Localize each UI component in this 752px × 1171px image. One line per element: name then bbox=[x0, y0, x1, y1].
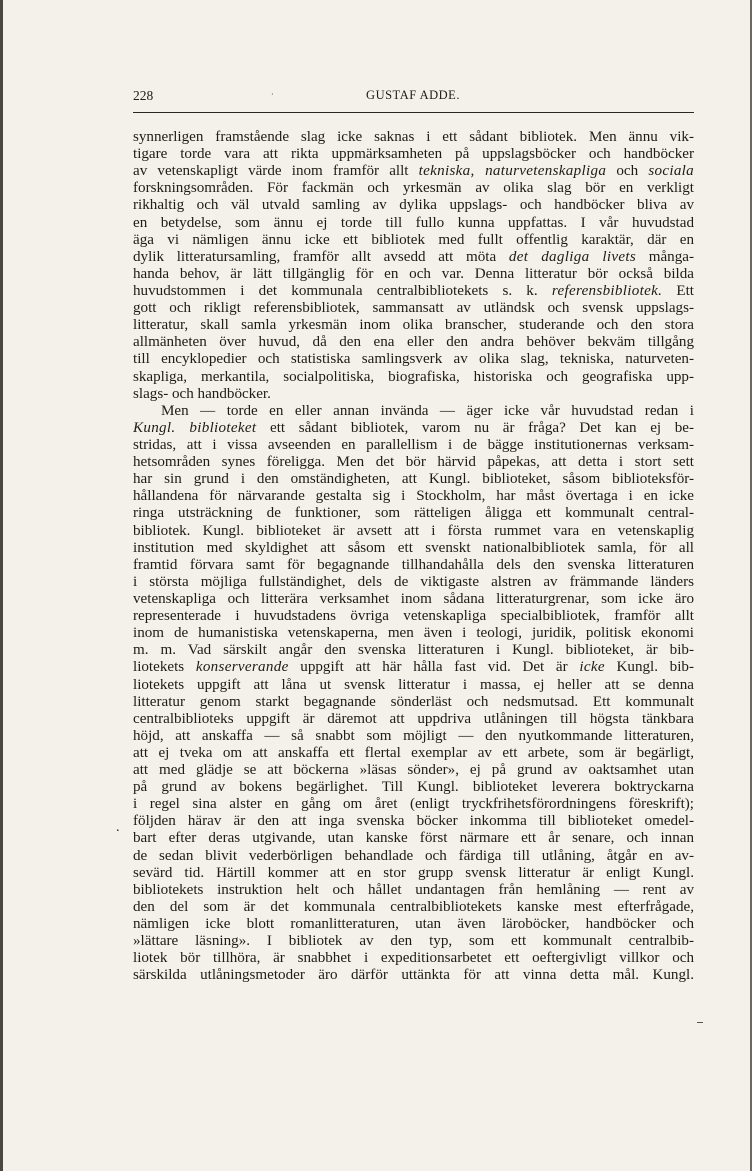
text-line: Men — torde en eller annan invända — äger icke vår huvudstad redan i bbox=[161, 402, 694, 419]
text-line: den del som är det kommunala centralbibliotekets kanske mest efterfrågade, bbox=[133, 898, 694, 915]
text-line: forskningsområden. För fackmän och yrkesmän av olika slag bör en verkligt bbox=[133, 180, 694, 197]
text-line: Kungl. biblioteket ett sådant bibliotek, varom nu är fråga? Det kan ej be- bbox=[133, 419, 694, 436]
italic-phrase: sociala bbox=[648, 163, 694, 180]
text-line: äga vi nämligen ännu icke ett bibliotek med fullt offentlig karaktär, där en bbox=[133, 231, 694, 248]
text-line: skapliga, merkantila, socialpolitiska, biografiska, historiska och geografiska upp- bbox=[133, 368, 694, 385]
body-text bbox=[133, 129, 694, 984]
text-line: centralbiblioteks uppgift är däremot att uppdriva utlåningen till högsta tänkbara bbox=[133, 710, 694, 727]
text-line: sevärd tid. Härtill kommer att en stor grupp svensk litteratur är enligt Kungl. bbox=[133, 864, 694, 881]
text-line: framtid förvara samt för begagnande tillhandahålla dels den svenska litteraturen bbox=[133, 556, 694, 573]
text-line: i regel sina alster en gång om året (enligt tryckfrihetsförordningens föreskrift); bbox=[133, 796, 694, 813]
margin-speck: . bbox=[116, 820, 120, 835]
text-line: följden härav är den att inga svenska böcker inkomma till biblioteket omedel- bbox=[133, 813, 694, 830]
italic-phrase: referensbibliotek. bbox=[551, 282, 663, 299]
header-rule bbox=[133, 112, 694, 113]
text-line: allmänheten över huvud, då den ena eller den andra behöver bekväm tillgång bbox=[133, 334, 694, 351]
text-line: till encyklopedier och statistiska samlingsverk av olika slag, tekniska, naturveten- bbox=[133, 351, 694, 368]
italic-phrase: Kungl. biblioteket bbox=[133, 419, 257, 436]
text-line: tigare torde vara att rikta uppmärksamheten på uppslagsböcker och handböcker bbox=[133, 146, 694, 163]
text-line: liotekets konserverande uppgift att här hålla fast vid. Det är icke Kungl. bib- bbox=[133, 659, 694, 676]
running-title: GUSTAF ADDE. bbox=[366, 88, 460, 102]
text-line: särskilda utlåningsmetoder äro därför uttänkta för att vinna detta mål. Kungl. bbox=[133, 967, 694, 984]
text-line: stridas, att i vissa avseenden en parallellism i de bägge institutionernas verksam- bbox=[133, 436, 694, 453]
running-header bbox=[133, 88, 693, 108]
text-line: dylik litteratursamling, framför allt avsedd att möta det dagliga livets många- bbox=[133, 248, 694, 265]
text-line: hetsområden synes föreligga. Men det bör härvid påpekas, att detta i stort sett bbox=[133, 454, 694, 471]
italic-phrase: konserverande bbox=[195, 659, 289, 676]
text-line: handa behov, är lätt tillgänglig för en och var. Denna litteratur bör också bilda bbox=[133, 265, 694, 282]
text-line: har sin grund i den omständigheten, att Kungl. biblioteket, såsom biblioteksför- bbox=[133, 471, 694, 488]
page-number: 228 bbox=[133, 88, 154, 103]
text-line: liotek bör tillhöra, är snabbhet i expeditionsarbetet ett oeftergivligt villkor och bbox=[133, 950, 694, 967]
text-line: bibliotek. Kungl. biblioteket är avsett att i första rummet vara en vetenskaplig bbox=[133, 522, 694, 539]
print-speck: · bbox=[271, 90, 274, 99]
text-line: bibliotekets instruktion helt och hållet undantagen från hemlåning — rent av bbox=[133, 881, 694, 898]
text-line: av vetenskapligt värde inom framför allt tekniska, naturvetenskapliga och sociala bbox=[133, 163, 694, 180]
text-line: liotekets uppgift att låna ut svensk litteratur i massa, ej heller att se denna bbox=[133, 676, 694, 693]
scan-edge-left bbox=[0, 0, 3, 1171]
text-line: synnerligen framstående slag icke saknas i ett sådant bibliotek. Men ännu vik- bbox=[133, 129, 694, 145]
text-line: »lättare läsning». I bibliotek av den typ, som ett kommunalt centralbib- bbox=[133, 933, 694, 950]
text-line: institution med skyldighet att såsom ett svenskt nationalbibliotek samla, för all bbox=[133, 539, 694, 556]
text-line: inom de humanistiska vetenskaperna, men även i teologi, juridik, politisk ekonomi bbox=[133, 625, 694, 642]
text-line: litteratur, skall samla yrkesmän inom olika branscher, studerande och den stora bbox=[133, 317, 694, 334]
text-line: en betydelse, som ännu ej torde till fullo kunna uppfattas. I vår huvudstad bbox=[133, 214, 694, 231]
text-line: gott och rikligt referensbibliotek, sammansatt av utländsk och svensk uppslags- bbox=[133, 300, 694, 317]
margin-tick bbox=[697, 1022, 703, 1023]
text-line: i största möjliga fullständighet, dels de viktigaste alstren av främmande länders bbox=[133, 573, 694, 590]
text-line: huvudstommen i det kommunala centralbibliotekets s. k. referensbibliotek. Ett bbox=[133, 282, 694, 299]
text-line: höjd, att anskaffa — så snabbt som möjligt — den nyutkommande litteraturen, bbox=[133, 727, 694, 744]
text-line: representerade i huvudstadens övriga vetenskapliga specialbibliotek, framför allt bbox=[133, 608, 694, 625]
text-line: vetenskapliga och litterära verksamhet inom sådana litteraturgrenar, som icke äro bbox=[133, 590, 694, 607]
text-line: att med glädje se att böckerna »läsas sönder», ej på grund av oaktsamhet utan bbox=[133, 762, 694, 779]
text-line: slags- och handböcker. bbox=[133, 385, 271, 402]
text-line: ringa utsträckning de funktioner, som rätteligen åligga ett kommunalt central- bbox=[133, 505, 694, 522]
italic-phrase: tekniska, naturvetenskapliga bbox=[418, 163, 607, 180]
text-line: bart efter deras utgivande, utan kanske först närmare ett år senare, och innan bbox=[133, 830, 694, 847]
text-line: nämligen icke blott romanlitteraturen, utan även läroböcker, handböcker och bbox=[133, 916, 694, 933]
italic-phrase: icke bbox=[579, 659, 605, 676]
text-line: de sedan blivit vederbörligen behandlade och färdiga till utlåning, åtgår en av- bbox=[133, 847, 694, 864]
text-line: litteratur genom starkt begagnande sönderläst och nedsmutsad. Ett kommunalt bbox=[133, 693, 694, 710]
text-line: att ej tveka om att anskaffa ett flertal exemplar av ett arbete, som är begärligt, bbox=[133, 744, 694, 761]
text-line: rikhaltig och väl utvald samling av dylika uppslags- och handböcker bliva av bbox=[133, 197, 694, 214]
text-line: m. m. Vad särskilt angår den svenska litteraturen i Kungl. biblioteket, är bib- bbox=[133, 642, 694, 659]
text-line: hållandena för närvarande gestalta sig i Stockholm, har måst övertaga i en icke bbox=[133, 488, 694, 505]
text-line: på grund av bokens begärlighet. Till Kungl. biblioteket leverera boktryckarna bbox=[133, 779, 694, 796]
italic-phrase: det dagliga livets bbox=[508, 248, 637, 265]
